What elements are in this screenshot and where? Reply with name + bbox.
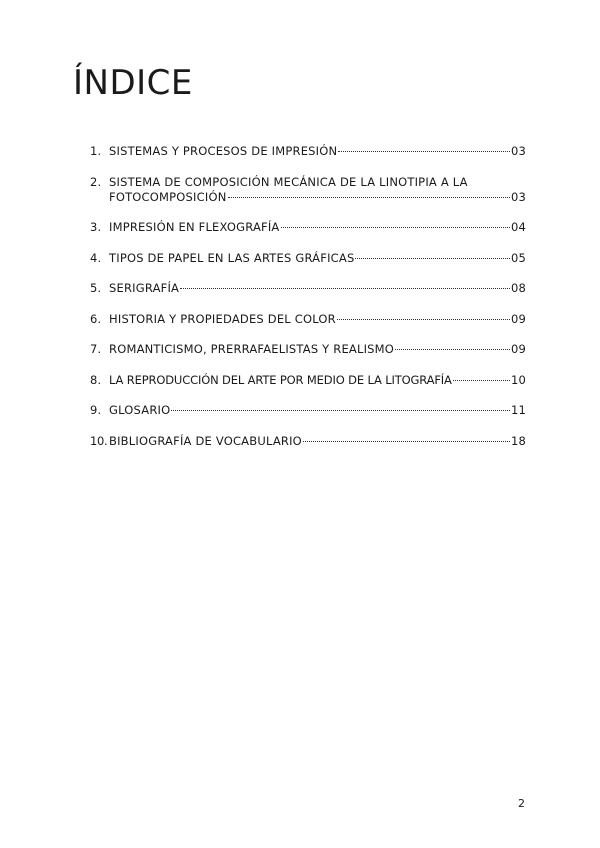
toc-entry-label: IMPRESIÓN EN FLEXOGRAFÍA — [109, 220, 280, 234]
toc-entry-page: 03 — [510, 144, 526, 158]
toc-entry-page: 10 — [510, 372, 526, 387]
toc-entry-7[interactable] — [90, 342, 526, 357]
dot-leader — [355, 258, 509, 259]
toc-entry-text — [109, 144, 526, 159]
toc-entry-text — [109, 373, 526, 388]
dot-leader — [303, 441, 510, 442]
table-of-contents — [90, 144, 526, 464]
toc-entry-label: BIBLIOGRAFÍA DE VOCABULARIO — [109, 433, 302, 448]
toc-entry-number: 4. — [90, 250, 102, 265]
toc-entry-label: GLOSARIO — [109, 403, 171, 417]
toc-entry-label-line-1: SISTEMA DE COMPOSICIÓN MECÁNICA DE LA LINOTIPIA A LA — [109, 174, 468, 189]
toc-entry-number: 1. — [90, 144, 102, 158]
toc-entry-page: 05 — [510, 250, 526, 265]
toc-entry-label: LA REPRODUCCIÓN DEL ARTE POR MEDIO DE LA LITOGRAFÍA — [109, 372, 452, 387]
toc-entry-label: SERIGRAFÍA — [109, 281, 180, 295]
toc-entry-page: 08 — [510, 281, 526, 295]
toc-entry-6[interactable] — [90, 312, 526, 327]
toc-entry-2[interactable] — [90, 175, 526, 205]
dot-leader — [395, 349, 510, 350]
toc-entry-label: ROMANTICISMO, PRERRAFAELISTAS Y REALISMO — [109, 342, 395, 356]
toc-entry-number: 3. — [90, 220, 102, 234]
toc-entry-5[interactable] — [90, 281, 526, 296]
page-title: ÍNDICE — [73, 63, 193, 103]
dot-leader — [171, 410, 510, 411]
toc-entry-text — [109, 175, 526, 205]
dot-leader — [180, 288, 510, 289]
toc-entry-number: 7. — [90, 342, 102, 356]
toc-entry-1[interactable] — [90, 144, 526, 159]
toc-entry-10[interactable] — [90, 434, 526, 449]
toc-entry-text — [109, 281, 526, 296]
toc-entry-9[interactable] — [90, 403, 526, 418]
toc-entry-text — [109, 434, 526, 449]
toc-entry-label: TIPOS DE PAPEL EN LAS ARTES GRÁFICAS — [109, 250, 355, 265]
toc-entry-3[interactable] — [90, 220, 526, 235]
dot-leader — [453, 380, 510, 381]
toc-entry-text — [109, 220, 526, 235]
toc-entry-label: SISTEMAS Y PROCESOS DE IMPRESIÓN — [109, 144, 338, 158]
toc-entry-8[interactable] — [90, 373, 526, 388]
toc-entry-label: FOTOCOMPOSICIÓN — [109, 189, 227, 204]
toc-entry-text — [109, 251, 526, 266]
toc-entry-page: 18 — [510, 433, 526, 448]
dot-leader — [228, 197, 510, 198]
dot-leader — [338, 151, 510, 152]
dot-leader — [281, 227, 510, 228]
toc-entry-number: 10. — [90, 433, 108, 448]
toc-entry-number: 6. — [90, 311, 102, 326]
toc-entry-4[interactable] — [90, 251, 526, 266]
page-number: 2 — [518, 797, 525, 810]
dot-leader — [337, 319, 510, 320]
toc-entry-number: 9. — [90, 403, 102, 417]
toc-entry-page: 03 — [510, 189, 526, 204]
toc-entry-page: 09 — [510, 311, 526, 326]
toc-entry-number: 8. — [90, 372, 102, 387]
toc-entry-number: 5. — [90, 281, 102, 295]
toc-entry-number: 2. — [90, 174, 102, 189]
toc-entry-text — [109, 342, 526, 357]
toc-entry-label: HISTORIA Y PROPIEDADES DEL COLOR — [109, 311, 336, 326]
toc-entry-text — [109, 312, 526, 327]
toc-entry-page: 04 — [510, 220, 526, 234]
toc-entry-page: 09 — [510, 342, 526, 356]
toc-entry-text — [109, 403, 526, 418]
toc-entry-page: 11 — [510, 403, 526, 417]
